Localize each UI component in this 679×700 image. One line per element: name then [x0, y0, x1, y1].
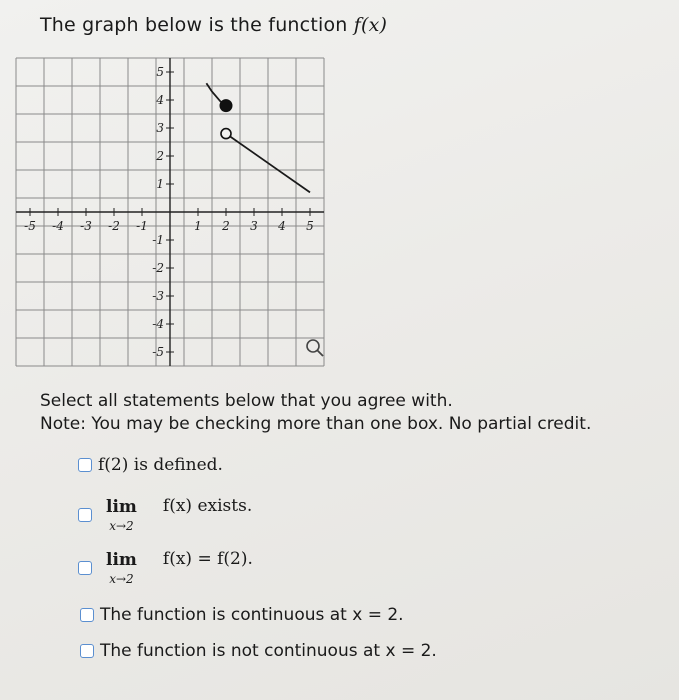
instructions-line-2: Note: You may be checking more than one box. No partial credit. — [40, 414, 592, 434]
magnifier-icon[interactable] — [307, 340, 323, 356]
x-tick-label: -2 — [108, 219, 120, 233]
checkbox-not-continuous[interactable] — [80, 644, 94, 658]
question-title — [40, 14, 387, 36]
lim-word: lim — [106, 550, 137, 570]
lim-subscript: x→2 — [109, 572, 134, 586]
lim-subscript: x→2 — [109, 519, 134, 533]
y-tick-label: -1 — [152, 233, 164, 247]
checkbox-limit-exists[interactable] — [78, 508, 92, 522]
y-tick-label: 3 — [156, 121, 164, 135]
x-tick-label: 3 — [250, 219, 258, 233]
x-tick-label: 5 — [306, 219, 314, 233]
y-tick-label: 4 — [156, 93, 164, 107]
x-tick-label: -5 — [24, 219, 36, 233]
function-label: f(x) — [353, 14, 388, 36]
x-tick-label: 1 — [194, 219, 202, 233]
plot-marks — [206, 83, 310, 192]
x-tick-label: -4 — [52, 219, 64, 233]
option-continuous-label: The function is continuous at x = 2. — [100, 605, 404, 625]
x-tick-label: -1 — [136, 219, 148, 233]
option-f2-defined[interactable] — [78, 455, 223, 475]
y-tick-label: 5 — [156, 65, 164, 79]
option-continuous[interactable] — [80, 605, 404, 625]
lim-word: lim — [106, 497, 137, 517]
option-limit-exists[interactable] — [78, 497, 252, 533]
limit-notation — [106, 497, 137, 533]
y-tick-label: -4 — [152, 317, 164, 331]
graph-axes — [16, 58, 324, 366]
option-limit-equals-f2[interactable] — [78, 550, 253, 586]
option-not-continuous-label: The function is not continuous at x = 2. — [100, 641, 437, 661]
question-prefix: The graph below is the function — [40, 14, 354, 36]
limit-expression: f(x) = f(2). — [162, 549, 253, 569]
limit-notation — [106, 550, 137, 586]
checkbox-continuous[interactable] — [80, 608, 94, 622]
open-point — [221, 129, 231, 139]
function-graph — [24, 60, 338, 360]
y-tick-label: -5 — [152, 345, 164, 359]
instructions — [40, 390, 591, 436]
x-tick-label: -3 — [80, 219, 92, 233]
checkbox-f2-defined[interactable] — [78, 458, 92, 472]
x-tick-label: 2 — [222, 219, 230, 233]
closed-point — [220, 100, 232, 112]
y-tick-label: 2 — [156, 149, 164, 163]
option-not-continuous[interactable] — [80, 641, 437, 661]
limit-expression: f(x) exists. — [162, 496, 253, 516]
y-tick-label: -3 — [152, 289, 164, 303]
option-f2-defined-label: f(2) is defined. — [98, 455, 223, 475]
checkbox-limit-equals-f2[interactable] — [78, 561, 92, 575]
x-tick-label: 4 — [278, 219, 286, 233]
instructions-line-1: Select all statements below that you agree with. — [40, 391, 453, 411]
y-tick-label: 1 — [156, 177, 164, 191]
y-tick-label: -2 — [152, 261, 164, 275]
